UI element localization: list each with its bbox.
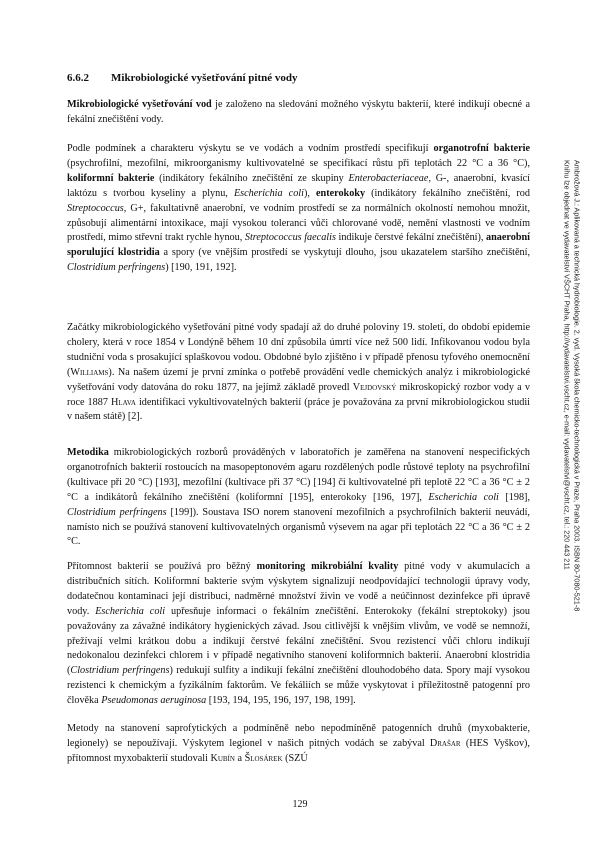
paragraph-intro bbox=[67, 98, 530, 128]
bold-term: Mikrobiologické vyšetřování vod bbox=[67, 99, 212, 110]
text-run: upřesňuje informaci o fekálním znečištění. Enterokoky (fekální streptokoky) jsou považovány za závažné indikátory hygienických závad. Jsou citlivější k vnějším vlivům, ve vodě se nemnoží, přežívají velmi krátkou dobu a indikují čerstvé fekální znečištění. Svou rezistencí vůči chloru indikují nedokonalou dezinfekci chlorem i v případě negativního stanovení koliformních bakterií. Anaerobní klostridia ( bbox=[67, 605, 530, 677]
author-name: Vejdovský bbox=[352, 381, 397, 393]
italic-term: Clostridium perfringens bbox=[67, 262, 166, 274]
text-run: a bbox=[234, 752, 245, 764]
bold-term: Metodika bbox=[67, 447, 109, 458]
text-run: mikroskopický rozbor vody a v roce 1887 bbox=[67, 381, 530, 408]
text-run: (psychrofilní, mezofilní, mikroorganismy kultivovatelné se specifikací růstu při teplotách 22 °C a 36 °C), bbox=[67, 157, 530, 169]
text-run: (HES Vyškov), přítomnost myxobakterií studovali bbox=[67, 737, 530, 764]
author-name: Drašar bbox=[429, 737, 461, 749]
section-heading bbox=[67, 72, 537, 85]
bold-term: enterokoky bbox=[316, 187, 366, 199]
italic-term: Streptococcus faecalis bbox=[244, 232, 336, 244]
text-run: je založeno na sledování možného výskytu bakterií, které indikují obecné a fekální znečištění vody. bbox=[67, 99, 530, 125]
text-run: Podle podmínek a charakteru výskytu se ve vodách a vodním prostředí specifikují bbox=[67, 143, 434, 154]
text-run: (SZÚ bbox=[282, 752, 308, 764]
text-run: Přítomnost bakterií se používá pro běžný bbox=[67, 561, 257, 572]
bold-term: organotrofní bakterie bbox=[433, 143, 530, 154]
paragraph-monitoring bbox=[67, 560, 530, 709]
author-name: Hlava bbox=[110, 396, 136, 408]
text-run: (indikátory fekálního znečištění, rod bbox=[365, 187, 530, 199]
text-run: [199]). Soustava ISO norem stanovení mezofilních a psychrofilních bakterií neuvádí, namísto nich se používá stanovení kultivovatelných organismů výsevem na agar při teplotách 22 °C a 36 °C ± 2 °C. bbox=[67, 506, 530, 548]
order-info-line: Knihu lze objednat ve vydavatelství VŠCHT Praha, http://vydavatelstvi.vscht.cz, e-mail: vydavatelstvi@vscht.cz, tel.: 220 443 211 bbox=[563, 160, 572, 570]
author-name: Kubín bbox=[210, 752, 235, 764]
bold-term: anaerobní sporulující klostridia bbox=[67, 232, 530, 259]
bold-term: monitoring mikrobiální kvality bbox=[256, 561, 399, 572]
section-number: 6.6.2 bbox=[67, 72, 89, 84]
author-name: Williams bbox=[70, 366, 109, 378]
italic-term: Pseudomonas aeruginosa bbox=[101, 695, 207, 707]
text-run: (indikátory fekálního znečištění ze skupiny bbox=[154, 172, 349, 184]
text-run: identifikaci vykultivovatelných bakterií (práce je považována za první mikrobiologickou studii v našem státě) [2]. bbox=[67, 396, 530, 423]
paragraph-bacteria-types bbox=[67, 142, 530, 276]
section-title: Mikrobiologické vyšetřování pitné vody bbox=[111, 72, 298, 84]
author-name: Šlosárek bbox=[244, 752, 283, 764]
italic-term: Escherichia coli bbox=[95, 605, 166, 617]
paragraph-history bbox=[67, 321, 530, 425]
text-run: indikuje čerstvé fekální znečištění), bbox=[335, 232, 487, 244]
text-run: ) [190, 191, 192]. bbox=[165, 262, 237, 274]
page-number: 129 bbox=[292, 799, 308, 810]
text-run: , G-, anaerobní, kvasící laktózu s tvorbou kyseliny a plynu, bbox=[67, 172, 531, 199]
italic-term: Enterobacteriaceae bbox=[348, 172, 429, 184]
text-run: ). Na našem území je první zmínka o potřebě provádění vedle chemických analýz i mikrobiologické vyšetřování vody datována do roku 1877, na jejímž základě provedl bbox=[67, 366, 530, 393]
italic-term: Streptococcus bbox=[67, 202, 124, 214]
paragraph-methodology bbox=[67, 446, 530, 550]
text-run: a spory (ve vnějším prostředí se vyskytují dlouho, jsou ukazatelem staršího znečištění, bbox=[159, 247, 531, 259]
italic-term: Escherichia coli bbox=[428, 491, 499, 503]
text-run: ) redukují sulfity a indikují fekální znečištění dlouhodobého data. Spory mají vysokou rezistenci k chemickým a fyzikálním faktorům. Ve fekáliích se může vyskytovat i příležitostně patogenní pro člověka bbox=[67, 665, 530, 707]
paragraph-methods-pathogens bbox=[67, 722, 530, 767]
text-run: [193, 194, 195, 196, 197, 198, 199]. bbox=[206, 695, 356, 707]
text-run: mikrobiologických rozborů prováděných v laboratořích je zaměřena na stanovení nespecifických organotrofních bakterií rostoucích na masopeptonovém agaru rozdělených podle růstové teploty na psychrofilní (kultivace při 20 °C) [193], mezofilní (kultivace při 37 °C) [194] či kultivovatelné při teplotě 22 °C a 36 °C ± 2 °C a indikátorů fekálního znečištění (koliformní [195], enterokoky [196, 197], bbox=[67, 447, 530, 503]
bold-term: koliformní bakterie bbox=[67, 172, 155, 184]
text-run: [198], bbox=[498, 491, 530, 503]
text-run: , G+, fakultativně anaerobní, ve vodním prostředí se za normálních okolností nemohou množit, způsobují alimentární intoxikace, mají vysokou toleranci vůči chlorované vodě, nemění vlastnosti ve vodním prostředí, mimo střevní trakt rychle hynou, bbox=[67, 202, 530, 244]
text-run: pitné vody v akumulacích a distribučních sítích. Koliformní bakterie svým výskytem signalizují neodpovídající technologii úpravy vody, dodatečnou kontaminaci její distribuci, nadměrné množství živin ve vodě a neúčinnost dezinfekce při úpravě vody. bbox=[67, 561, 530, 617]
citation-sidebar-text bbox=[563, 160, 582, 680]
italic-term: Clostridium perfringens bbox=[67, 506, 167, 518]
italic-term: Escherichia coli bbox=[233, 187, 304, 199]
text-run: Metody na stanovení saprofytických a podmíněně nebo nepodmíněně patogenních druhů (myxobakterie, legionely) se nepoužívají. Výskytem legionel v našich pitných vodách se zabýval bbox=[67, 723, 530, 749]
citation-line: Ambrožová J.: Aplikovaná a technická hydrobiologie. 2. vyd. Vysoká škola chemicko-technologická v Praze, Praha 2003. ISBN 80-7080-521-8 bbox=[572, 160, 582, 612]
text-run: ), bbox=[303, 187, 316, 199]
italic-term: Clostridium perfringens bbox=[70, 665, 170, 677]
text-run: Začátky mikrobiologického vyšetřování pitné vody spadají až do druhé poloviny 19. století, do období epidemie cholery, která v roce 1854 v Londýně během 10 dní způsobila úmrtí více než 500 lidí. Infikovanou vodou byla studniční voda s prosakující splaškovou vodou. Obdobné bylo zjištěno i v případě přenosu tyfového onemocnění ( bbox=[67, 322, 530, 378]
